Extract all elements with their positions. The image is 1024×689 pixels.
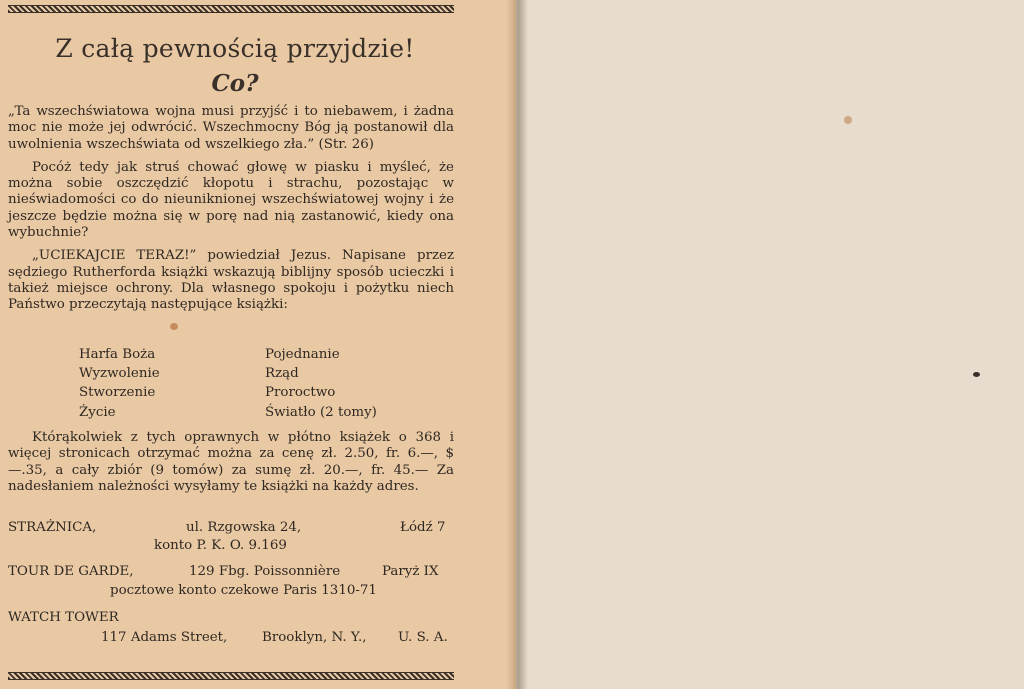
page-subheading: Co? — [211, 70, 259, 97]
paper-stain — [844, 116, 852, 124]
straznica-street: ul. Rzgowska 24, — [186, 520, 302, 535]
book-title: Wyzwolenie — [79, 366, 160, 382]
book-title: Pojednanie — [265, 347, 340, 362]
watch-city: Brooklyn, N. Y., — [262, 630, 367, 645]
right-page — [516, 0, 1024, 689]
tour-name: TOUR DE GARDE, — [8, 564, 134, 579]
price-text — [8, 430, 454, 495]
watch-street: 117 Adams Street, — [101, 630, 228, 645]
ostrich-paragraph: Pocóż tedy jak struś chować głowę w piasku i myśleć, że można sobie oszczędzić kłopotu i strachu, pozostając w nieświadomości co do nieuniknionej wszechświatowej wojny i że jeszcze będzie można się w porę nad nią zastanowić, kiedy ona wybuchnie? — [8, 159, 454, 241]
books-list-right — [265, 345, 377, 422]
book-title: Harfa Boża — [79, 347, 156, 362]
flee-paragraph: „UCIEKAJCIE TERAZ!” powiedział Jezus. Napisane przez sędziego Rutherforda książki wskazują biblijny sposób ucieczki i takież miejsce ochrony. Dla własnego spokoju i pożytku niech Państwo przeczytają następujące książki: — [8, 248, 454, 313]
straznica-name: STRAŻNICA, — [8, 520, 97, 535]
book-title: Światło (2 tomy) — [265, 404, 377, 420]
book-title: Stworzenie — [79, 385, 156, 401]
page-heading: Z całą pewnością przyjdzie! — [55, 34, 415, 63]
paper-speck — [973, 372, 980, 377]
quote-paragraph: „Ta wszechświatowa wojna musi przyjść i to niebawem, i żadna moc nie może jej odwrócić. Wszechmocny Bóg ją postanowił dla uwolnienia wszechświata od wszelkiego zła.” (Str. 26) — [8, 104, 454, 152]
book-gutter — [506, 0, 528, 689]
paper-stain — [170, 323, 178, 330]
book-title: Rząd — [265, 366, 299, 382]
tour-city: Paryż IX — [382, 564, 439, 579]
bottom-ornament-border — [8, 672, 454, 680]
books-list-left — [79, 345, 160, 422]
straznica-account: konto P. K. O. 9.169 — [154, 538, 287, 553]
price-paragraph: Którąkolwiek z tych oprawnych w płótno książek o 368 i więcej stronicach otrzymać można za cenę zł. 2.50, fr. 6.—, $ —.35, a cały zbiór (9 tomów) za sumę zł. 20.—, fr. 45.— Za nadesłaniem należności wysyłamy te książki na każdy adres. — [8, 430, 454, 494]
book-title: Życie — [79, 404, 116, 420]
watch-name: WATCH TOWER — [8, 610, 119, 625]
body-text — [8, 104, 454, 314]
tour-account: pocztowe konto czekowe Paris 1310-71 — [110, 583, 377, 598]
top-ornament-border — [8, 5, 454, 13]
book-title: Proroctwo — [265, 385, 336, 401]
straznica-city: Łódź 7 — [400, 520, 446, 535]
tour-street: 129 Fbg. Poissonnière — [189, 564, 341, 579]
watch-country: U. S. A. — [398, 630, 448, 645]
